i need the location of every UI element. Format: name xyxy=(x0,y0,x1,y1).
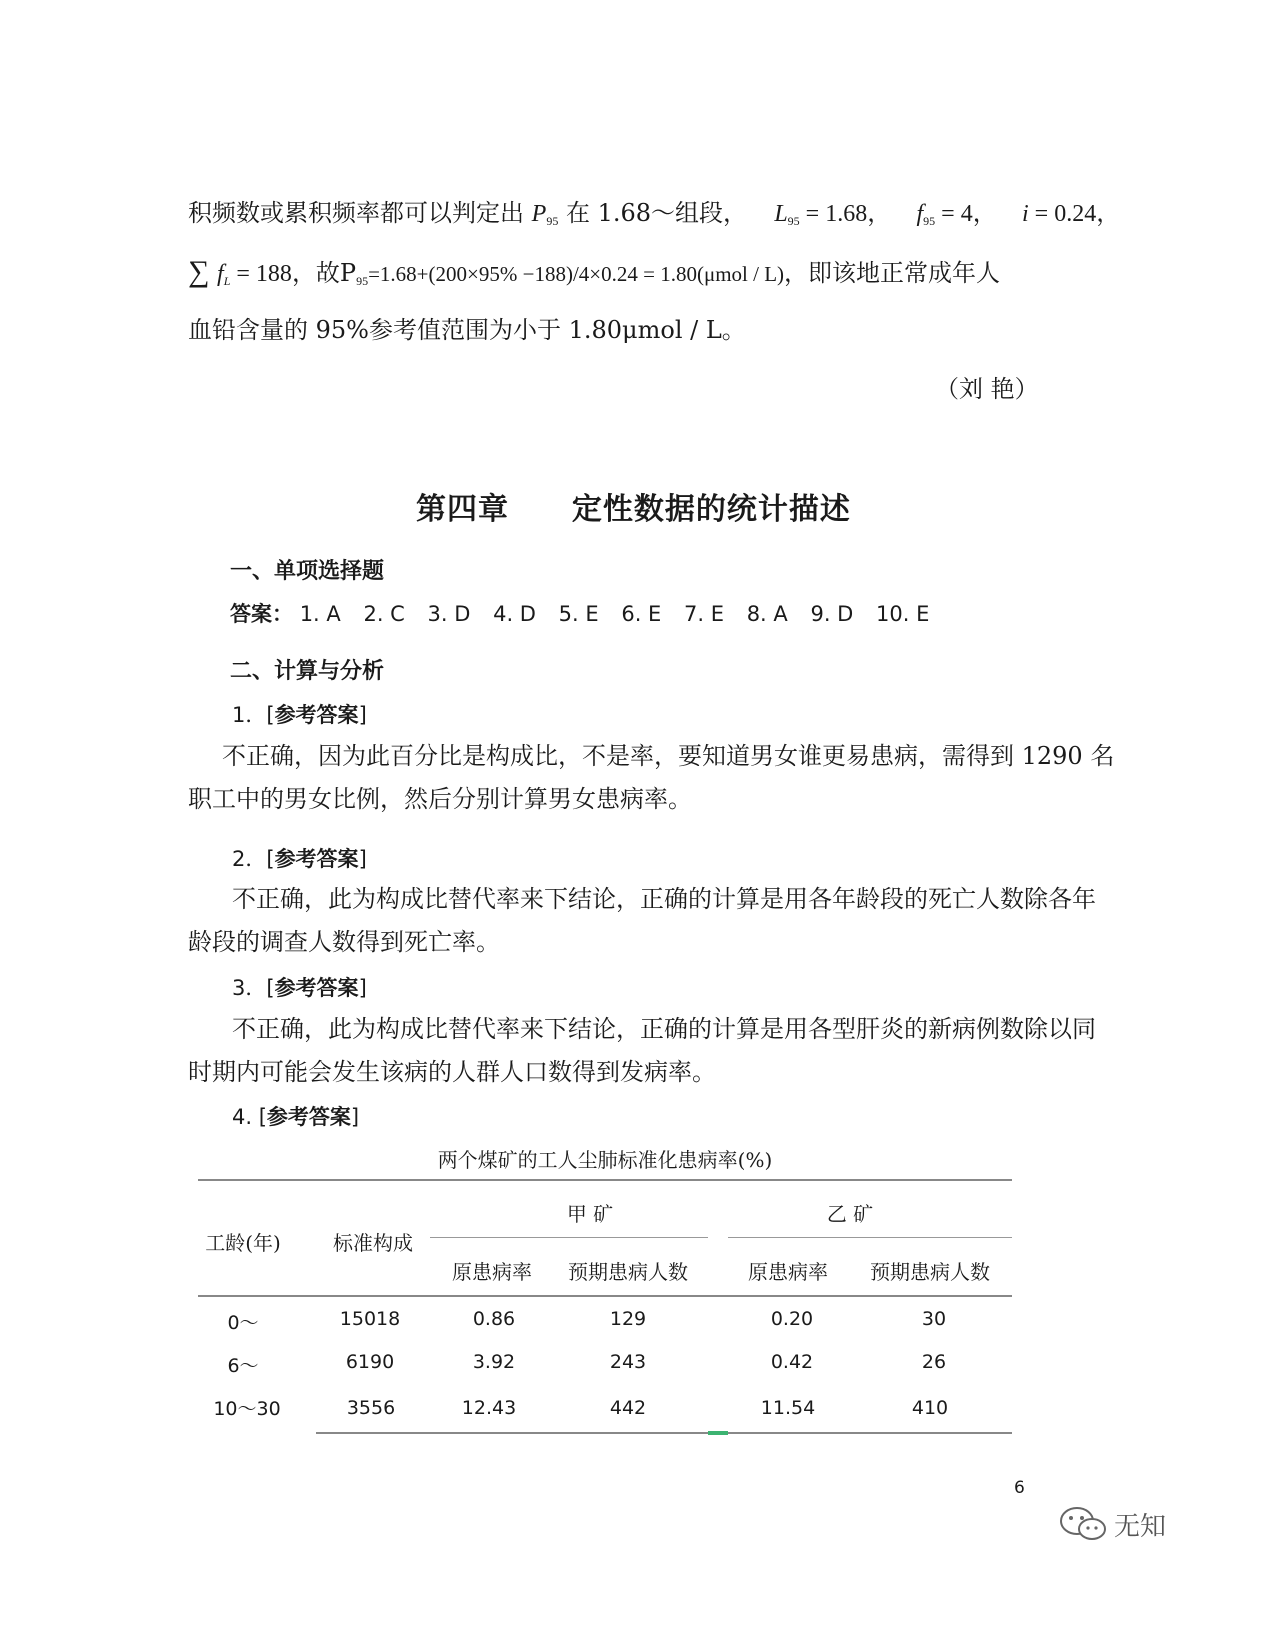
chapter-number: 第四章 xyxy=(416,492,509,527)
section-heading-choice: 一、单项选择题 xyxy=(230,559,385,584)
i-value: = 0.24 xyxy=(1028,201,1097,227)
table-cell-b-exp: 30 xyxy=(921,1308,947,1330)
f95-subscript: 95 xyxy=(923,214,936,228)
answer-tag: 参考答案 xyxy=(274,976,359,1000)
separator: ， xyxy=(1096,199,1121,227)
question-2-line-2: 龄段的调查人数得到死亡率。 xyxy=(188,928,500,956)
question-1-line-1: 不正确，因为此百分比是构成比，不是率，要知道男女谁更易患病，需得到 1290 名 xyxy=(222,742,1115,770)
page-number: 6 xyxy=(1014,1478,1025,1498)
f95-value: = 4 xyxy=(935,201,973,227)
conclusion-line: 血铅含量的 95%参考值范围为小于 1.80μmol / L。 xyxy=(188,316,746,344)
table-cell-std: 15018 xyxy=(339,1308,401,1330)
table-bottom-rule xyxy=(316,1432,1012,1434)
bracket: ] xyxy=(350,1105,360,1129)
group-header-a: 甲 矿 xyxy=(566,1202,614,1226)
l95-symbol: L xyxy=(774,201,788,227)
table-cell-a-rate: 0.86 xyxy=(472,1308,516,1330)
sub-header-a-rate: 原患病率 xyxy=(452,1260,532,1284)
question-number: 1．[ xyxy=(232,703,275,727)
bracket: ] xyxy=(358,976,367,1000)
answer-item: 4. D xyxy=(493,602,536,626)
p95-symbol: P xyxy=(531,201,547,227)
answer-tag: 参考答案 xyxy=(274,703,359,727)
question-2-label xyxy=(232,843,367,873)
wechat-icon xyxy=(1058,1504,1110,1544)
chapter-heading xyxy=(416,484,851,528)
answer-tag: 参考答案 xyxy=(266,1105,351,1129)
question-3-label xyxy=(232,972,367,1002)
l95-value: = 1.68 xyxy=(799,201,868,227)
sigma-symbol: ∑ xyxy=(188,255,210,288)
table-cell-age: 10～30 xyxy=(213,1398,281,1420)
section-heading-analysis: 二、计算与分析 xyxy=(230,659,385,684)
separator: ， xyxy=(972,199,997,227)
answer-item: 6. E xyxy=(621,602,662,626)
question-number: 2．[ xyxy=(232,847,275,871)
question-number: 3．[ xyxy=(232,976,275,1000)
question-4-label xyxy=(232,1101,359,1131)
table-cell-a-rate: 3.92 xyxy=(472,1351,516,1373)
sub-header-b-rate: 原患病率 xyxy=(748,1260,828,1284)
p95-subscript: 95 xyxy=(546,214,559,228)
table-cell-b-rate: 0.42 xyxy=(770,1351,814,1373)
l95-subscript: 95 xyxy=(787,214,800,228)
text-prefix: 积频数或累积频率都可以判定出 xyxy=(188,199,524,227)
p95-formula: =1.68+(200×95% −188)/4×0.24 = 1.80(μmol / L) xyxy=(368,262,785,286)
col-header-standard: 标准构成 xyxy=(333,1231,413,1255)
table-title: 两个煤矿的工人尘肺标准化患病率(%) xyxy=(437,1148,773,1172)
answer-label: 答案： xyxy=(230,602,293,626)
col-header-age: 工龄(年) xyxy=(205,1231,281,1255)
table-cell-age: 0～ xyxy=(227,1312,259,1334)
formula-line-1 xyxy=(188,196,1121,238)
group-header-b: 乙 矿 xyxy=(826,1202,874,1226)
watermark xyxy=(1058,1502,1188,1546)
bracket: ] xyxy=(358,703,367,727)
fl-symbol: f xyxy=(217,261,224,287)
table-cell-age: 6～ xyxy=(227,1355,259,1377)
scan-artifact-mark xyxy=(708,1431,728,1435)
table-cell-std: 6190 xyxy=(345,1351,395,1373)
answer-tag: 参考答案 xyxy=(274,847,359,871)
question-3-line-1: 不正确，此为构成比替代率来下结论，正确的计算是用各型肝炎的新病例数除以同 xyxy=(232,1015,1096,1043)
bracket: ] xyxy=(358,847,367,871)
chapter-title: 定性数据的统计描述 xyxy=(571,492,851,527)
answer-item: 5. E xyxy=(558,602,599,626)
separator: ， xyxy=(867,199,892,227)
question-2-line-1: 不正确，此为构成比替代率来下结论，正确的计算是用各年龄段的死亡人数除各年 xyxy=(232,885,1096,913)
answer-item: 3. D xyxy=(427,602,471,626)
fl-value: = 188 xyxy=(230,261,292,287)
i-symbol: i xyxy=(1022,201,1029,227)
table-cell-b-rate: 11.54 xyxy=(760,1397,816,1419)
table-cell-a-exp: 129 xyxy=(609,1308,647,1330)
text-tail: ，即该地正常成年人 xyxy=(784,259,1001,287)
table-cell-b-exp: 410 xyxy=(911,1397,949,1419)
p95-subscript: 95 xyxy=(356,274,369,288)
answer-item: 2. C xyxy=(363,602,405,626)
sub-header-b-expected: 预期患病人数 xyxy=(870,1260,990,1284)
table-cell-std: 3556 xyxy=(346,1397,396,1419)
table-cell-a-exp: 243 xyxy=(609,1351,647,1373)
question-1-line-2: 职工中的男女比例，然后分别计算男女患病率。 xyxy=(188,785,692,813)
answer-item: 10. E xyxy=(876,602,930,626)
f95-symbol: f xyxy=(916,201,924,227)
group-b-rule xyxy=(728,1237,1012,1238)
answer-item: 8. A xyxy=(746,602,788,626)
answer-line xyxy=(230,598,945,628)
formula-line-2 xyxy=(188,255,1048,298)
question-3-line-2: 时期内可能会发生该病的人群人口数得到发病率。 xyxy=(188,1058,716,1086)
question-number: 4. [ xyxy=(232,1105,267,1129)
sub-header-a-expected: 预期患病人数 xyxy=(568,1260,688,1284)
author-credit: （刘 艳） xyxy=(935,375,1039,403)
question-1-label xyxy=(232,699,367,729)
table-cell-b-exp: 26 xyxy=(921,1351,947,1373)
table-cell-a-rate: 12.43 xyxy=(461,1397,517,1419)
answer-item: 9. D xyxy=(810,602,854,626)
table-cell-b-rate: 0.20 xyxy=(770,1308,814,1330)
text-gu: ，故P xyxy=(291,259,357,287)
answer-item: 1. A xyxy=(299,602,341,626)
fl-subscript: L xyxy=(223,274,231,288)
watermark-text: 无知 xyxy=(1114,1512,1167,1542)
group-a-rule xyxy=(430,1237,708,1238)
table-cell-a-exp: 442 xyxy=(609,1397,647,1419)
text-mid: 在 1.68～组段， xyxy=(565,199,748,227)
table-header-rule xyxy=(198,1295,1012,1297)
answer-item: 7. E xyxy=(684,602,724,626)
table-top-rule xyxy=(198,1179,1012,1181)
